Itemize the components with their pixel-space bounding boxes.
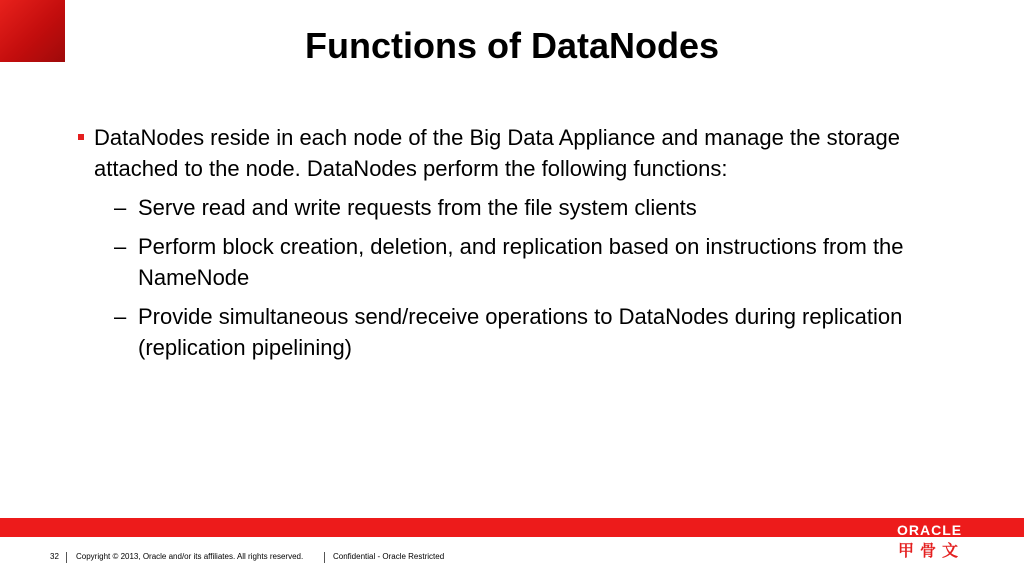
main-bullet (76, 122, 976, 184)
slide-content (76, 122, 976, 371)
sub-bullet-text: Perform block creation, deletion, and replication based on instructions from the NameNode (138, 234, 904, 290)
copyright-text: Copyright © 2013, Oracle and/or its affiliates. All rights reserved. (76, 552, 304, 561)
sub-bullet-text: Serve read and write requests from the file system clients (138, 195, 697, 220)
sub-bullet (114, 301, 976, 363)
bullet-square-icon (78, 134, 84, 140)
footer (0, 550, 700, 564)
footer-separator (324, 552, 325, 563)
dash-icon: – (114, 234, 127, 259)
sub-bullet (114, 231, 976, 293)
footer-separator (66, 552, 67, 563)
chinese-logo: 甲骨文 (898, 543, 965, 560)
confidential-text: Confidential - Oracle Restricted (333, 552, 445, 561)
dash-icon: – (114, 304, 127, 329)
sub-bullet-text: Provide simultaneous send/receive operations to DataNodes during replication (replication pipelining) (138, 304, 903, 360)
dash-icon: – (114, 195, 127, 220)
page-number: 32 (50, 552, 59, 561)
main-bullet-text: DataNodes reside in each node of the Big Data Appliance and manage the storage attached to the node. DataNodes perform the following functions: (94, 125, 900, 181)
oracle-logo: ORACLE (897, 522, 963, 538)
slide-title: Functions of DataNodes (304, 25, 720, 66)
footer-bar (0, 518, 1024, 537)
sub-bullet (114, 192, 976, 223)
sub-bullet-list (76, 192, 976, 363)
